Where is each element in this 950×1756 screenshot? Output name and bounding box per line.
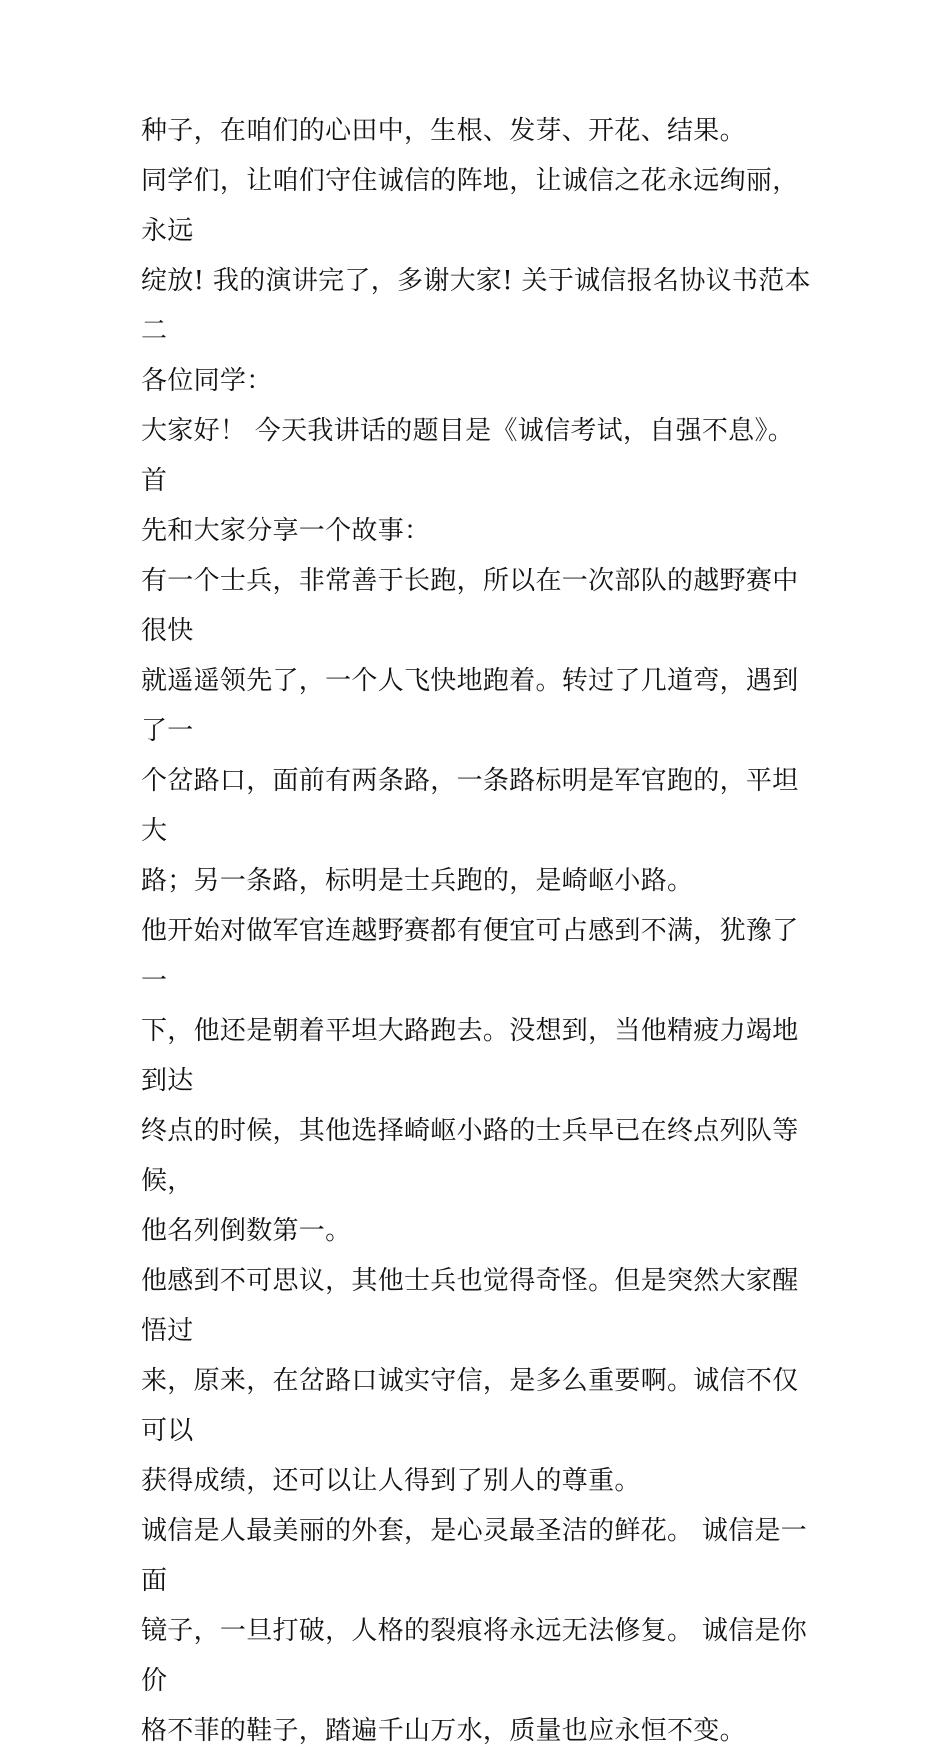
paragraph-greeting-topic: 大家好！ 今天我讲话的题目是《诚信考试，自强不息》。 首 先和大家分享一个故事： bbox=[141, 416, 795, 546]
paragraph-realization: 他感到不可思议，其他士兵也觉得奇怪。但是突然大家醒悟过 来，原来，在岔路口诚实守信，是多么重要啊。诚信不仅可以 获得成绩，还可以让人得到了别人的尊重。 bbox=[141, 1266, 799, 1496]
paragraph-soldier-choice: 他开始对做军官连越野赛都有便宜可占感到不满，犹豫了一 下，他还是朝着平坦大路跑去。没想到，当他精疲力竭地到达 终点的时候，其他选择崎岖小路的士兵早已在终点列队等候， 他名列倒数第一。 bbox=[141, 916, 799, 1246]
paragraph-closing-remarks: 同学们，让咱们守住诚信的阵地，让诚信之花永远绚丽，永远 绽放! 我的演讲完了，多谢大家! 关于诚信报名协议书范本二 bbox=[141, 166, 811, 346]
paragraph-integrity-metaphors: 诚信是人最美丽的外套，是心灵最圣洁的鲜花。 诚信是一面 镜子，一旦打破，人格的裂痕将永远无法修复。 诚信是你价 格不菲的鞋子，踏遍千山万水，质量也应永恒不变。 bbox=[141, 1516, 808, 1746]
document-body bbox=[141, 106, 821, 1756]
paragraph-soldier-story: 有一个士兵，非常善于长跑，所以在一次部队的越野赛中很快 就遥遥领先了，一个人飞快地跑着。转过了几道弯，遇到了一 个岔路口，面前有两条路，一条路标明是军官跑的，平坦大 路；另一条路，标明是士兵跑的，是崎岖小路。 bbox=[141, 566, 799, 896]
paragraph-seed-ending: 种子，在咱们的心田中，生根、发芽、开花、结果。 bbox=[141, 116, 746, 146]
paragraph-salutation: 各位同学： bbox=[141, 366, 273, 396]
